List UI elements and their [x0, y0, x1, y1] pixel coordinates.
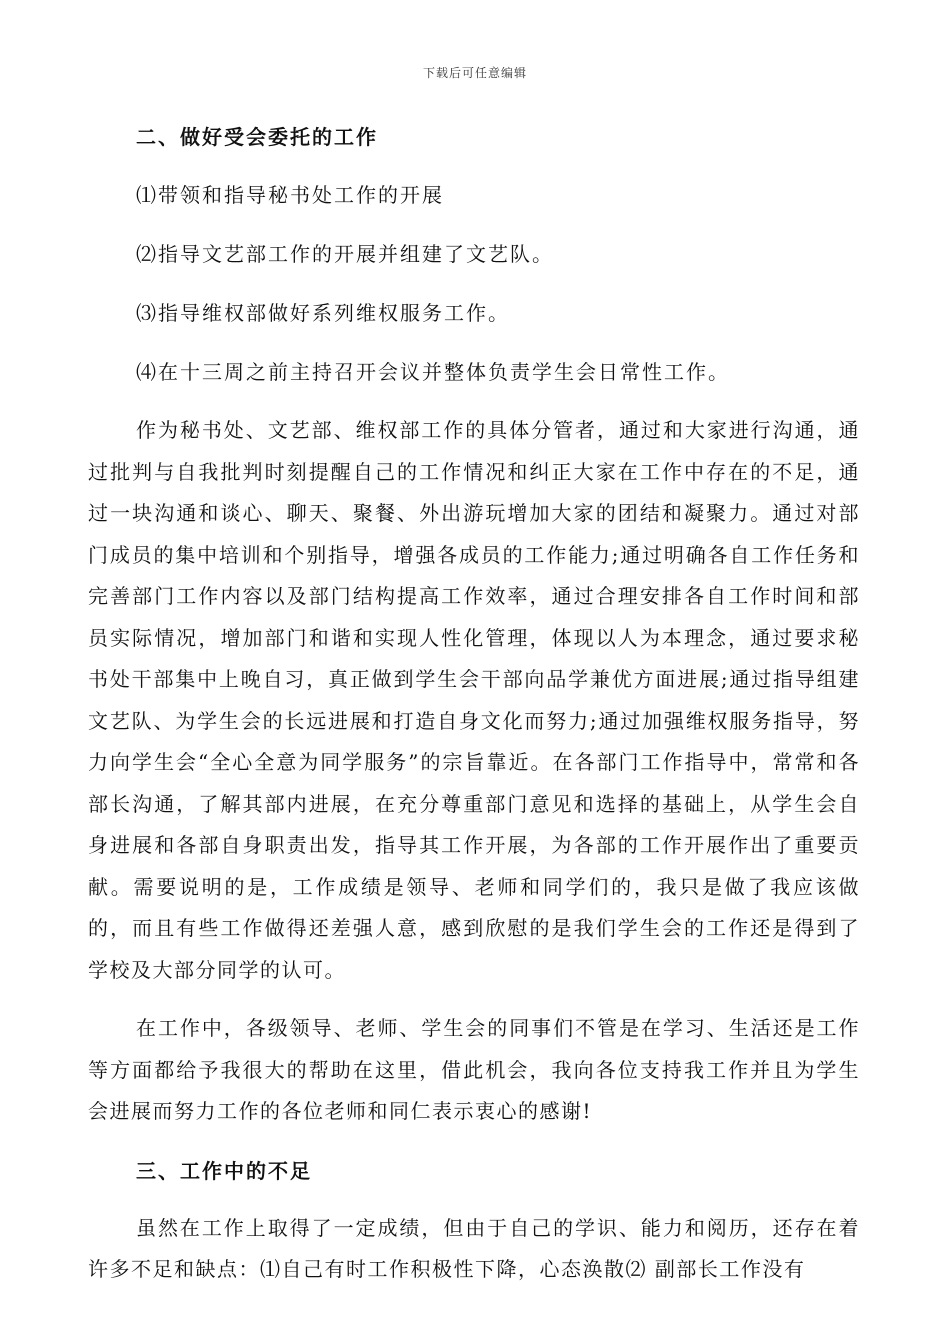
list-item: ⑶指导维权部做好系列维权服务工作。: [136, 301, 510, 325]
document-body: [88, 116, 860, 1308]
section-heading-work-entrusted: 二、做好受会委托的工作: [136, 125, 378, 149]
section-heading-shortcomings: 三、工作中的不足: [136, 1158, 312, 1183]
page-header: 下载后可任意编辑: [422, 66, 527, 80]
list-item: ⑷在十三周之前主持召开会议并整体负责学生会日常性工作。: [136, 360, 730, 384]
paragraph-thanks: 在工作中，各级领导、老师、学生会的同事们不管是在学习、生活还是工作等方面都给予我很大的帮助在这里，借此机会，我向各位支持我工作并且为学生会进展而努力工作的各位老师和同仁表示衷心的感谢!: [88, 1016, 860, 1123]
paragraph-shortcomings: 虽然在工作上取得了一定成绩，但由于自己的学识、能力和阅历，还存在着许多不足和缺点：⑴自己有时工作积极性下降，心态涣散⑵ 副部长工作没有: [88, 1215, 860, 1281]
list-item: ⑵指导文艺部工作的开展并组建了文艺队。: [136, 242, 554, 266]
list-item: ⑴带领和指导秘书处工作的开展: [136, 183, 444, 207]
paragraph-work-summary: 作为秘书处、文艺部、维权部工作的具体分管者，通过和大家进行沟通，通过批判与自我批判时刻提醒自己的工作情况和纠正大家在工作中存在的不足，通过一块沟通和谈心、聊天、聚餐、外出游玩增加大家的团结和凝聚力。通过对部门成员的集中培训和个别指导，增强各成员的工作能力;通过明确各自工作任务和完善部门工作内容以及部门结构提高工作效率，通过合理安排各自工作时间和部员实际情况，增加部门和谐和实现人性化管理，体现以人为本理念，通过要求秘书处干部集中上晚自习，真正做到学生会干部向品学兼优方面进展;通过指导组建文艺队、为学生会的长远进展和打造自身文化而努力;通过加强维权服务指导，努力向学生会“全心全意为同学服务”的宗旨靠近。在各部门工作指导中，常常和各部长沟通，了解其部内进展，在充分尊重部门意见和选择的基础上，从学生会自身进展和各部自身职责出发，指导其工作开展，为各部的工作开展作出了重要贡献。需要说明的是，工作成绩是领导、老师和同学们的，我只是做了我应该做的，而且有些工作做得还差强人意，感到欣慰的是我们学生会的工作还是得到了学校及大部分同学的认可。: [88, 418, 860, 982]
